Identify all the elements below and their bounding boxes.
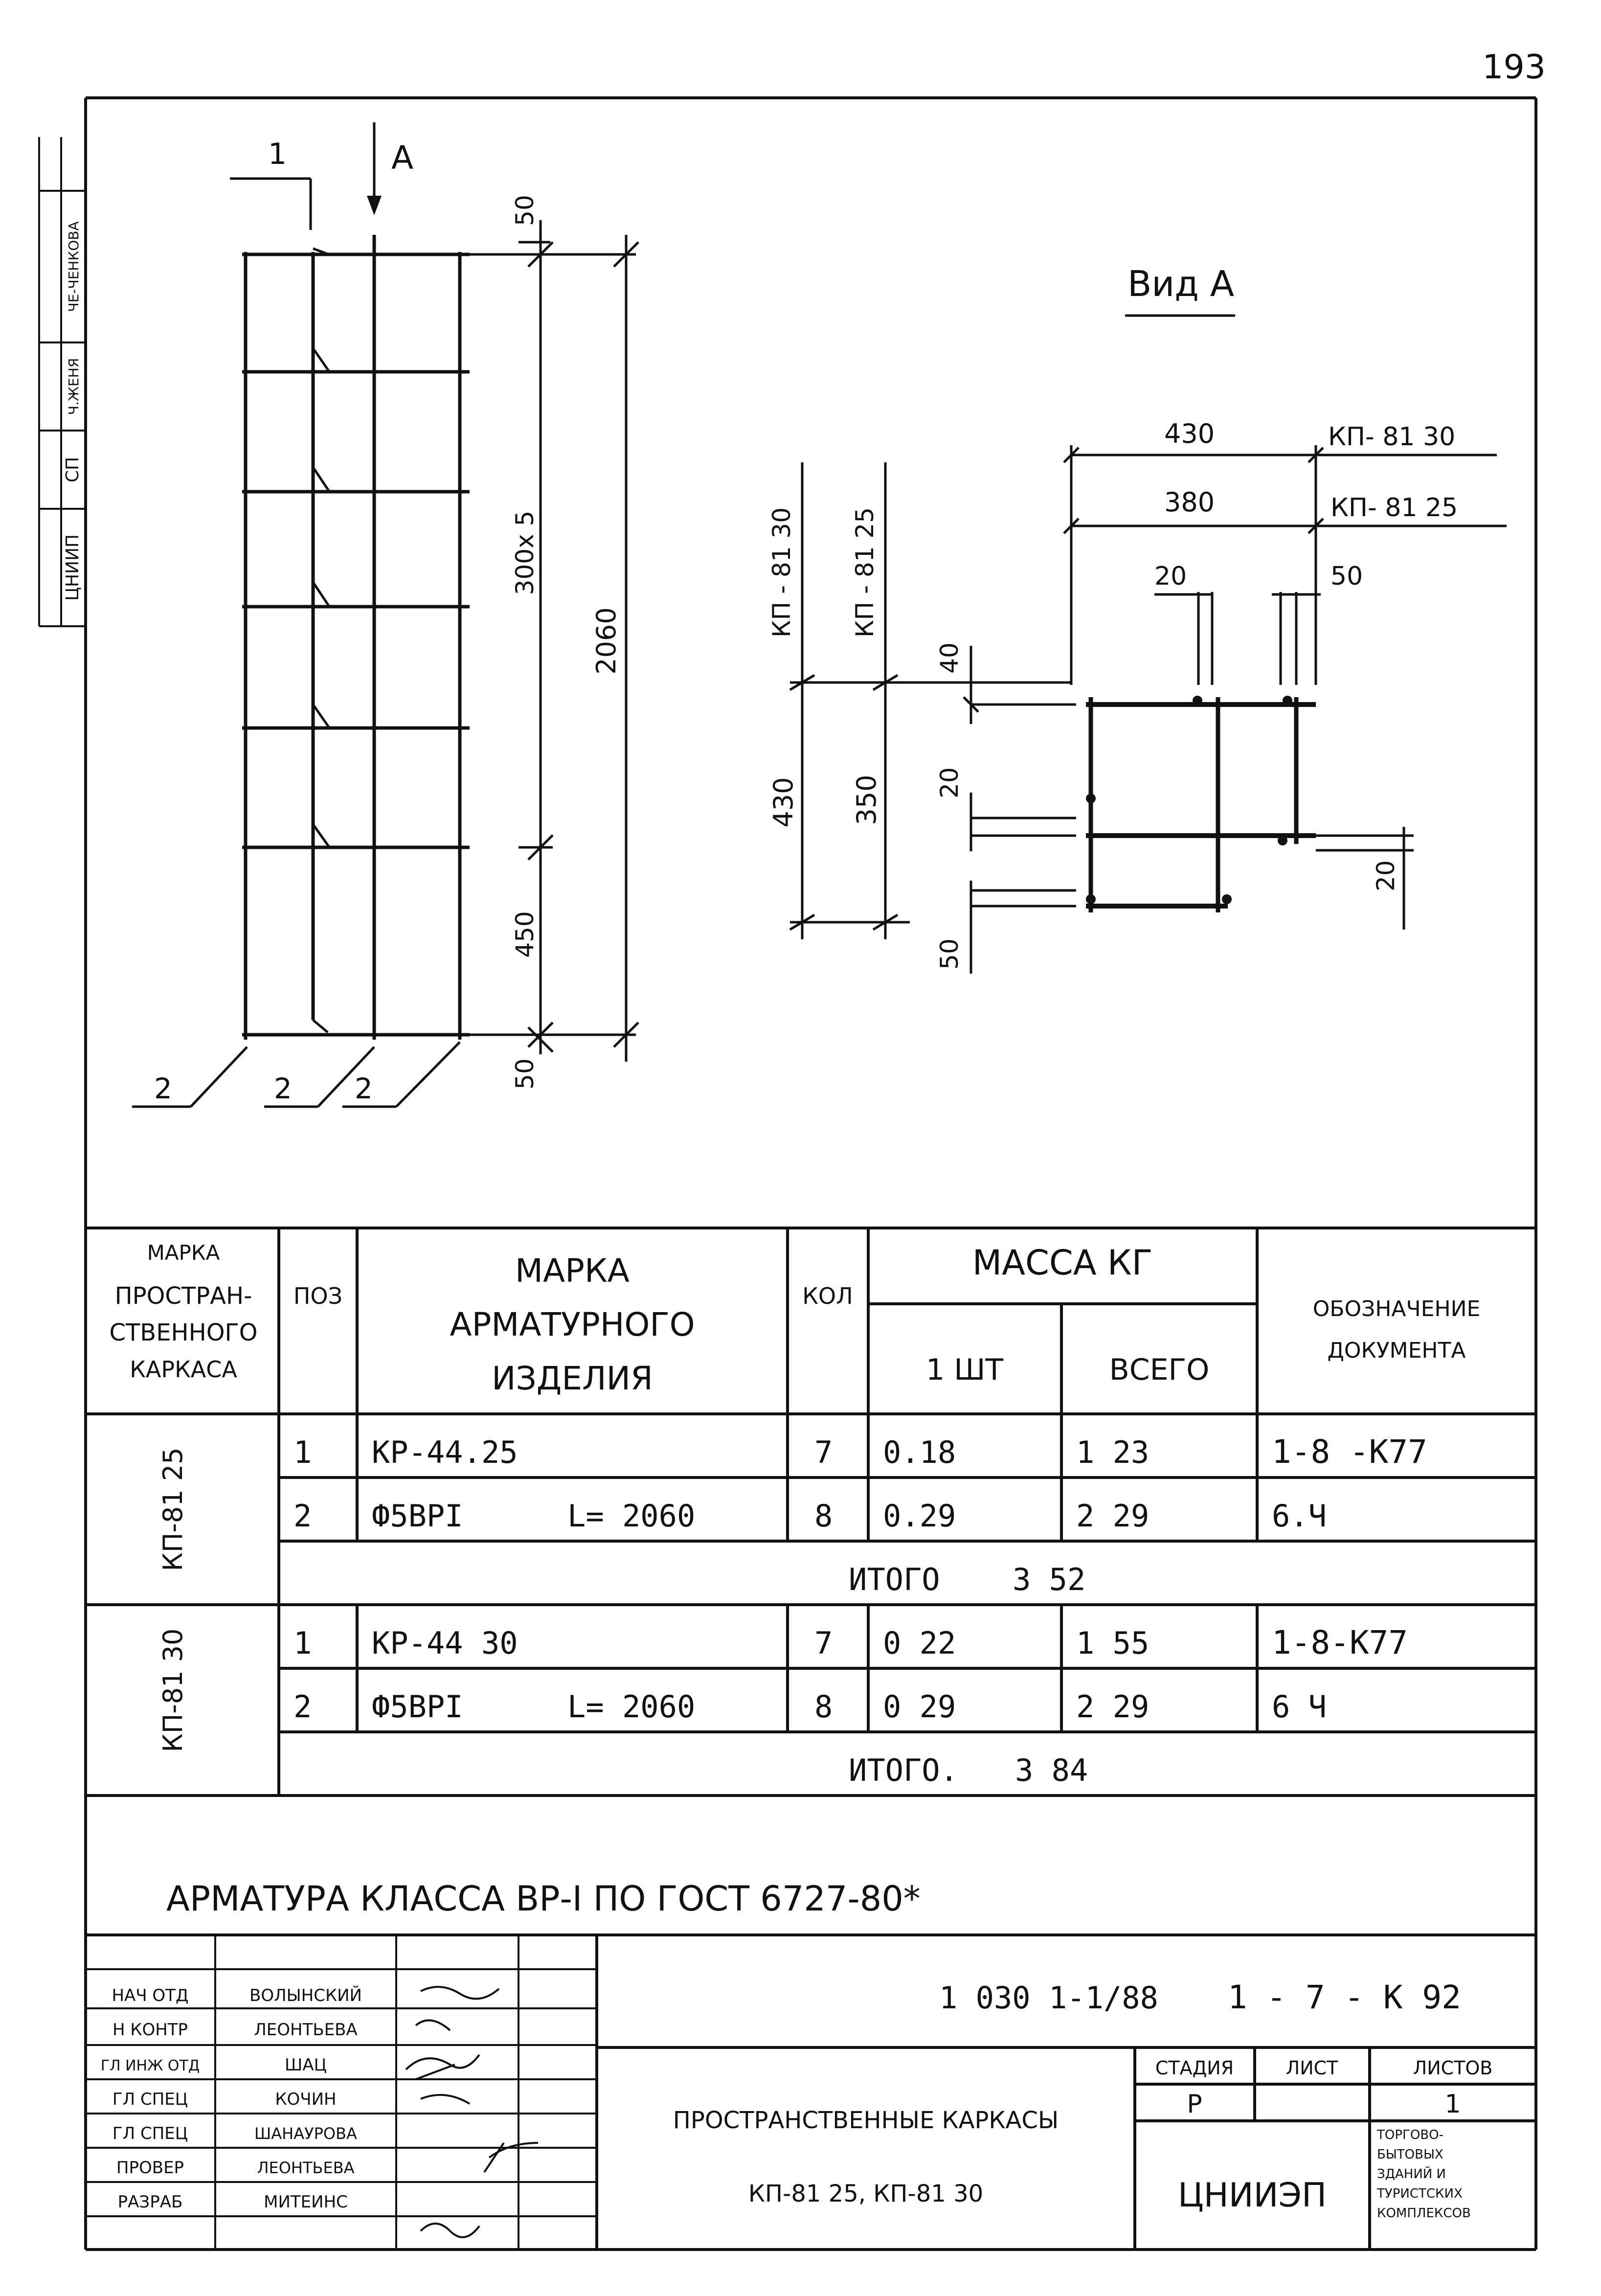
hdr-doc-1: ОБОЗНАЧЕНИЕ bbox=[1312, 1296, 1481, 1321]
dim-50-bottom: 50 bbox=[935, 938, 964, 970]
organization: ЦНИИЭП bbox=[1177, 2176, 1327, 2215]
staff-name-4: КОЧИН bbox=[275, 2090, 337, 2109]
spec-table bbox=[86, 1228, 1536, 1796]
position-label-1: 2 bbox=[154, 1072, 172, 1105]
row-4-length: L= 2060 bbox=[567, 1689, 696, 1725]
project-code: 1 030 1-1/88 bbox=[939, 1980, 1158, 2016]
row-4-product: Ф5ВРI bbox=[372, 1689, 463, 1725]
view-arrow-label: А bbox=[391, 139, 414, 177]
side-stamp-org: ЦНИИП bbox=[63, 534, 83, 601]
row-3-total: 1 55 bbox=[1076, 1625, 1150, 1661]
row-1-product: КР-44.25 bbox=[372, 1434, 518, 1470]
hdr-product-mark-2: АРМАТУРНОГО bbox=[450, 1306, 695, 1343]
row-2-qty: 8 bbox=[814, 1498, 833, 1534]
row-4-pos: 2 bbox=[293, 1689, 312, 1725]
title-block bbox=[86, 1935, 1536, 2250]
row-2-product: Ф5ВРI bbox=[372, 1498, 463, 1534]
stage-label: СТАДИЯ bbox=[1155, 2057, 1234, 2079]
row-1-qty: 7 bbox=[814, 1434, 833, 1470]
dim-20-right: 20 bbox=[1372, 860, 1400, 891]
side-stamp-dept: СП bbox=[63, 456, 83, 483]
row-3-product: КР-44 30 bbox=[372, 1625, 518, 1661]
org-desc-2: БЫТОВЫХ bbox=[1377, 2147, 1443, 2162]
total-label-1: ИТОГО bbox=[849, 1562, 940, 1597]
row-4-total: 2 29 bbox=[1076, 1689, 1150, 1725]
hdr-doc-2: ДОКУМЕНТА bbox=[1327, 1338, 1466, 1363]
mark-kp-8125: КП- 81 25 bbox=[1330, 493, 1458, 523]
dim-20-top: 20 bbox=[1154, 562, 1187, 591]
position-label-2: 2 bbox=[274, 1072, 292, 1105]
org-desc-1: ТОРГОВО- bbox=[1377, 2128, 1444, 2142]
org-desc-4: ТУРИСТСКИХ bbox=[1377, 2186, 1463, 2201]
dim-top-50: 50 bbox=[511, 195, 539, 226]
row-1-total: 1 23 bbox=[1076, 1434, 1150, 1470]
dim-450: 450 bbox=[511, 911, 539, 958]
staff-name-3: ШАЦ bbox=[284, 2055, 327, 2075]
side-stamp-name-2: ЧЕ-ЧЕНКОВА bbox=[66, 221, 82, 312]
drawing-subtitle: КП-81 25, КП-81 30 bbox=[748, 2180, 984, 2207]
sheet-frame bbox=[86, 98, 1536, 2250]
position-label-3: 2 bbox=[355, 1072, 373, 1105]
row-1-doc: 1-8 -К77 bbox=[1272, 1433, 1427, 1471]
total-value-1: 3 52 bbox=[1013, 1562, 1086, 1597]
page-number: 193 bbox=[1482, 48, 1546, 87]
row-3-one: 0 22 bbox=[883, 1625, 956, 1661]
v-mark-kp-8130: КП - 81 30 bbox=[767, 507, 796, 638]
hdr-product-mark-3: ИЗДЕЛИЯ bbox=[492, 1360, 653, 1397]
hdr-frame-mark-2: ПРОСТРАН- bbox=[114, 1282, 252, 1310]
frame-mark-kp-8130: КП-81 30 bbox=[158, 1628, 188, 1752]
dim-bottom-50: 50 bbox=[511, 1058, 539, 1090]
hdr-frame-mark-4: КАРКАСА bbox=[130, 1356, 237, 1383]
row-1-one: 0.18 bbox=[883, 1434, 956, 1470]
steel-class-note: АРМАТУРА КЛАССА ВР-I ПО ГОСТ 6727-80* bbox=[166, 1879, 921, 1919]
row-2-doc: 6.Ч bbox=[1272, 1498, 1327, 1534]
dim-40: 40 bbox=[935, 642, 964, 674]
view-a-title: Вид А bbox=[1127, 263, 1235, 304]
row-2-length: L= 2060 bbox=[567, 1498, 696, 1534]
staff-role-2: Н КОНТР bbox=[112, 2020, 188, 2040]
frame-mark-kp-8125: КП-81 25 bbox=[158, 1447, 188, 1571]
staff-role-4: ГЛ СПЕЦ bbox=[112, 2090, 188, 2109]
row-4-one: 0 29 bbox=[883, 1689, 956, 1725]
dim-20-left: 20 bbox=[935, 767, 964, 798]
side-stamp bbox=[39, 137, 86, 626]
row-3-pos: 1 bbox=[293, 1625, 312, 1661]
view-a bbox=[767, 263, 1507, 974]
drawing-title: ПРОСТРАНСТВЕННЫЕ КАРКАСЫ bbox=[673, 2107, 1059, 2134]
frame-front-view bbox=[132, 122, 638, 1107]
staff-list bbox=[101, 1985, 362, 2212]
staff-name-7: МИТЕИНС bbox=[264, 2192, 348, 2212]
hdr-frame-mark-1: МАРКА bbox=[147, 1241, 220, 1265]
dim-2060: 2060 bbox=[591, 607, 622, 675]
sheets-value: 1 bbox=[1444, 2090, 1461, 2119]
dim-380: 380 bbox=[1164, 487, 1215, 518]
stage-value: Р bbox=[1187, 2090, 1202, 2119]
row-4-qty: 8 bbox=[814, 1689, 833, 1725]
hdr-pos: ПОЗ bbox=[293, 1283, 343, 1309]
staff-role-7: РАЗРАБ bbox=[117, 2192, 183, 2212]
sheet-code: 1 - 7 - К 92 bbox=[1228, 1978, 1461, 2016]
row-2-total: 2 29 bbox=[1076, 1498, 1150, 1534]
dim-300x5: 300х 5 bbox=[511, 510, 539, 595]
hdr-mass: МАССА КГ bbox=[972, 1243, 1153, 1283]
hdr-product-mark-1: МАРКА bbox=[515, 1252, 630, 1290]
total-value-2: 3 84 bbox=[1015, 1752, 1088, 1788]
staff-role-5: ГЛ СПЕЦ bbox=[112, 2124, 188, 2143]
row-3-qty: 7 bbox=[814, 1625, 833, 1661]
staff-role-1: НАЧ ОТД bbox=[112, 1986, 189, 2005]
hdr-frame-mark-3: СТВЕННОГО bbox=[109, 1319, 258, 1346]
dim-430-top: 430 bbox=[1164, 418, 1215, 449]
staff-name-2: ЛЕОНТЬЕВА bbox=[254, 2020, 358, 2040]
org-desc-3: ЗДАНИЙ И bbox=[1377, 2167, 1446, 2182]
v-mark-kp-8125: КП - 81 25 bbox=[851, 507, 879, 638]
row-2-one: 0.29 bbox=[883, 1498, 956, 1534]
side-stamp-name-1: Ч.ЖЕНЯ bbox=[66, 358, 82, 415]
total-label-2: ИТОГО. bbox=[849, 1752, 958, 1788]
dim-50-top: 50 bbox=[1330, 562, 1363, 591]
sheets-label: ЛИСТОВ bbox=[1413, 2057, 1493, 2079]
dim-350: 350 bbox=[851, 774, 882, 825]
row-1-pos: 1 bbox=[293, 1434, 312, 1470]
hdr-mass-one: 1 ШТ bbox=[925, 1353, 1004, 1387]
staff-name-5: ШАНАУРОВА bbox=[254, 2124, 357, 2143]
row-2-pos: 2 bbox=[293, 1498, 312, 1534]
staff-name-6: ЛЕОНТЬЕВА bbox=[257, 2159, 355, 2177]
sheet-label: ЛИСТ bbox=[1285, 2057, 1338, 2079]
row-3-doc: 1-8-К77 bbox=[1272, 1624, 1408, 1661]
staff-role-3: ГЛ ИНЖ ОТД bbox=[100, 2057, 200, 2074]
staff-name-1: ВОЛЫНСКИЙ bbox=[249, 1986, 362, 2005]
org-desc-5: КОМПЛЕКСОВ bbox=[1377, 2206, 1471, 2221]
mark-kp-8130: КП- 81 30 bbox=[1328, 422, 1456, 452]
hdr-qty: КОЛ bbox=[802, 1283, 853, 1309]
dim-430-left: 430 bbox=[768, 777, 799, 828]
staff-role-6: ПРОВЕР bbox=[116, 2158, 184, 2178]
row-4-doc: 6 Ч bbox=[1272, 1689, 1327, 1725]
hdr-mass-total: ВСЕГО bbox=[1109, 1353, 1210, 1387]
section-label: 1 bbox=[268, 137, 287, 171]
